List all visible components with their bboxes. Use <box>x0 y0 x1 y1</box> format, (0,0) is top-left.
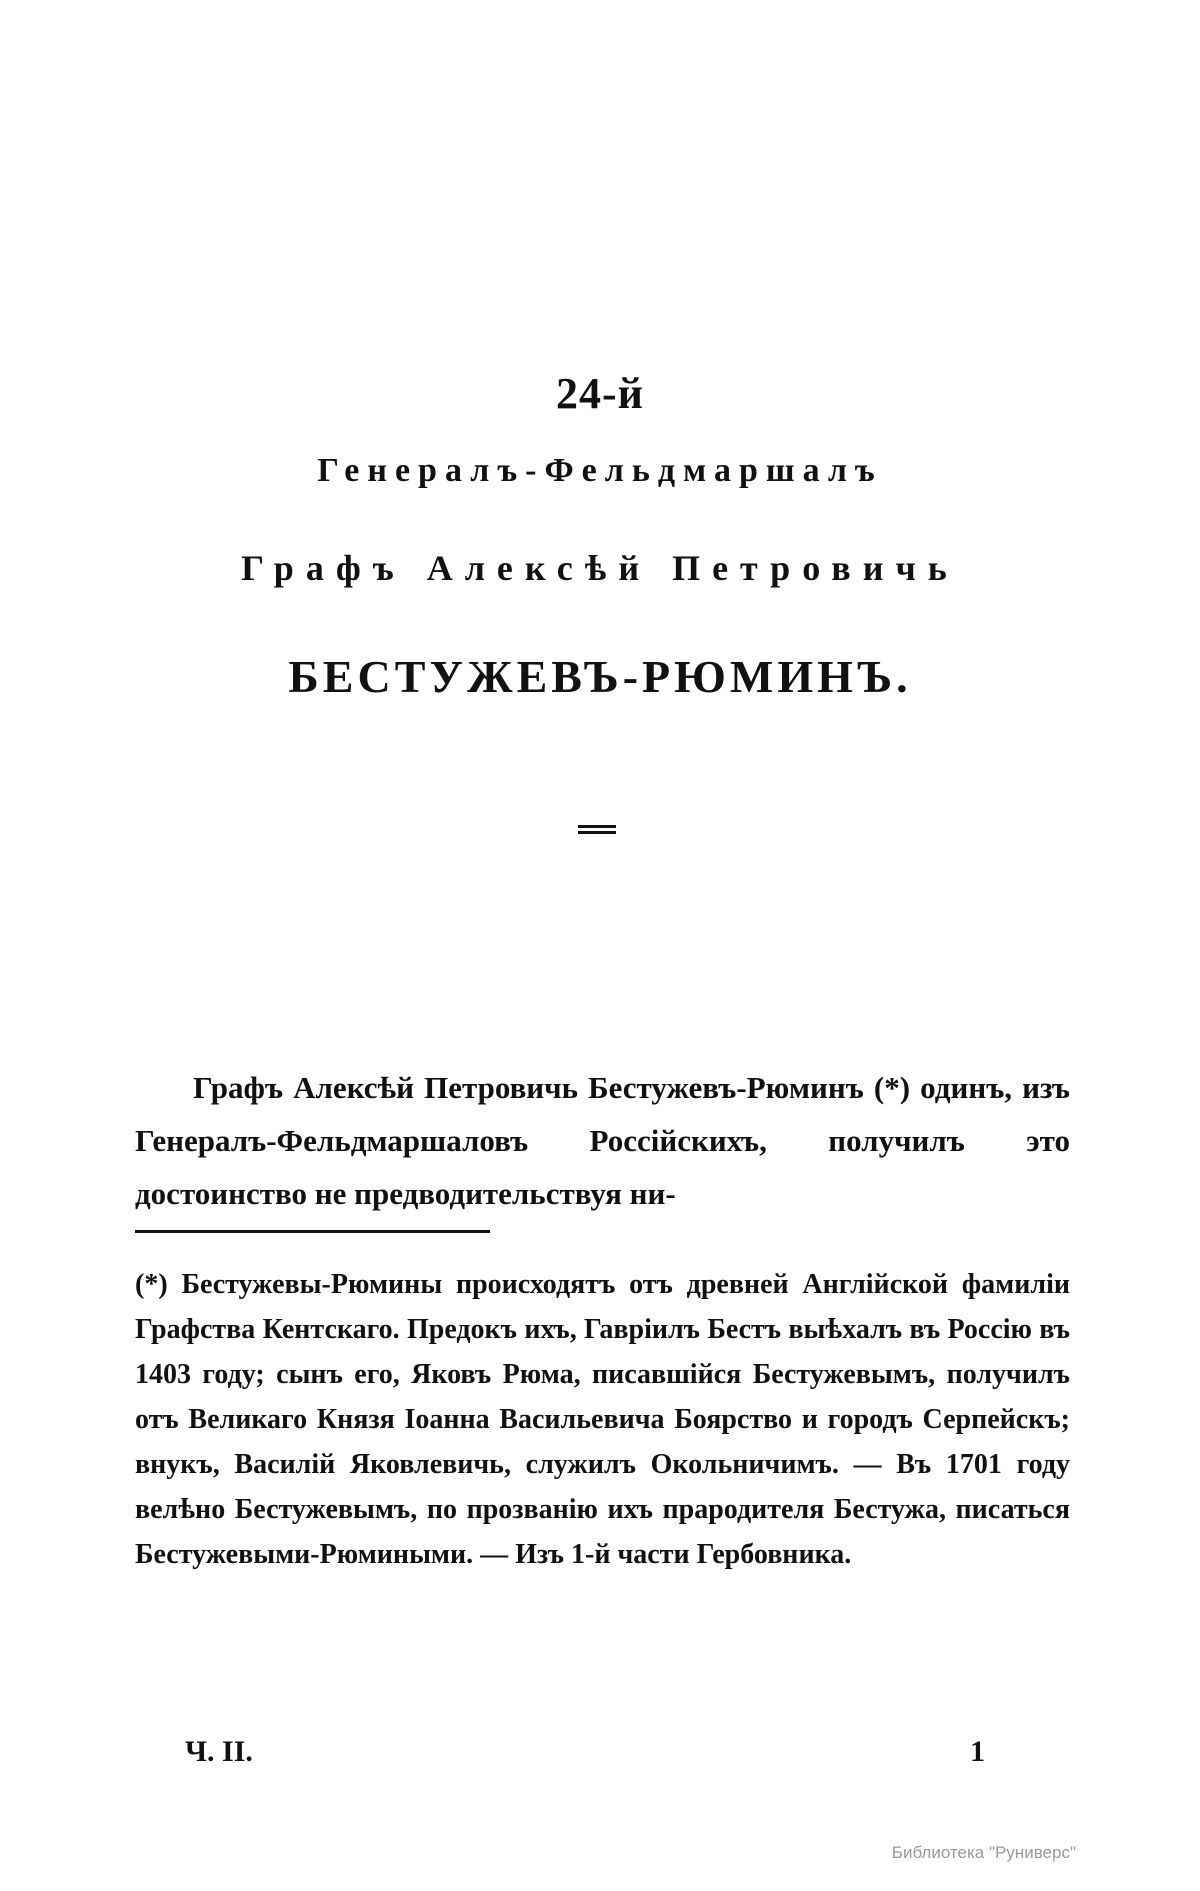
footnote-text: Бестужевы-Рюмины происходятъ отъ древней Англійской фамиліи Графства Кентскаго. Предокъ ихъ, Гавріилъ Бестъ выѣхалъ въ Россію въ 1403 году; сынъ его, Яковъ Рюма, писавшійся Бестужевымъ, получилъ отъ Великаго Князя Іоанна Васильевича Боярство и городъ Серпейскъ; внукъ, Василій Яковлевичь, служилъ Окольничимъ. — Въ 1701 году велѣно Бестужевымъ, по прозванію ихъ прародителя Бестужа, писаться Бестужевыми-Рюмиными. — Изъ 1-й части Гербовника. <box>135 1269 1071 1570</box>
footnote <box>135 1262 1070 1577</box>
footnote-marker: (*) <box>135 1269 168 1300</box>
signature-mark: 1 <box>970 1735 985 1768</box>
ornament-divider <box>578 825 616 835</box>
body-paragraph: Графъ Алексѣй Петровичь Бестужевъ-Рюминъ (*) одинъ, изъ Генералъ-Фельдмаршаловъ Россійскихъ, получилъ это достоинство не предводительствуя ни- <box>135 1070 1070 1211</box>
rank-heading: Генералъ-Фельдмаршалъ <box>317 452 883 489</box>
person-name-heading: Графъ Алексѣй Петровичь <box>241 548 959 588</box>
surname-heading: БЕСТУЖЕВЪ-РЮМИНЪ. <box>288 651 912 702</box>
footnote-rule <box>135 1230 490 1233</box>
part-label: Ч. II. <box>185 1735 253 1768</box>
chapter-number: 24-й <box>555 369 644 418</box>
library-watermark: Библиотека "Руниверс" <box>891 1843 1076 1862</box>
